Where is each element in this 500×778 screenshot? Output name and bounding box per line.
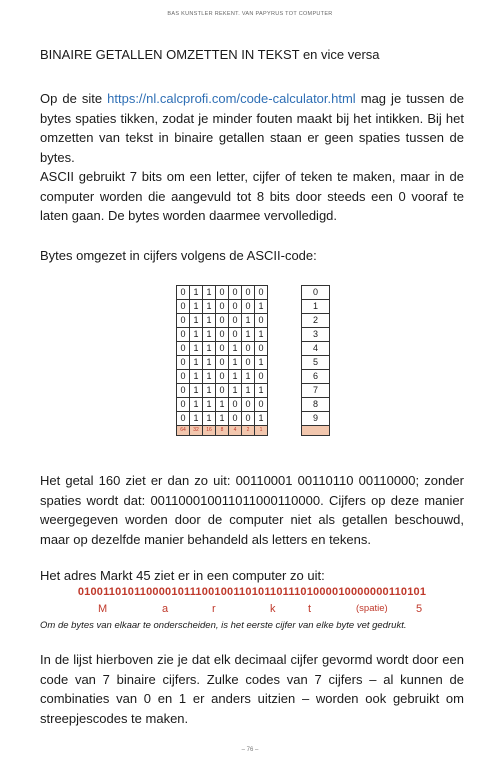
table-row — [302, 398, 330, 412]
bit-cell: 1 — [203, 328, 216, 342]
weight-cell: 1 — [255, 426, 268, 436]
ascii-bit-table — [176, 285, 268, 436]
table-row — [177, 412, 268, 426]
decimal-cell: 2 — [302, 314, 330, 328]
decimal-cell: 9 — [302, 412, 330, 426]
bit-cell: 0 — [216, 314, 229, 328]
bit-cell: 1 — [190, 398, 203, 412]
bit-cell: 1 — [190, 286, 203, 300]
bit-cell: 1 — [203, 300, 216, 314]
weight-cell: 32 — [190, 426, 203, 436]
decimal-cell: 7 — [302, 384, 330, 398]
running-header: BAS KUNSTLER REKENT. VAN PAPYRUS TOT COMPUTER — [167, 11, 333, 17]
table-row — [302, 286, 330, 300]
decimal-cell: 0 — [302, 286, 330, 300]
bit-cell: 0 — [177, 398, 190, 412]
weight-cell: 4 — [229, 426, 242, 436]
table-row — [177, 300, 268, 314]
blank-row — [302, 426, 330, 436]
table-row — [302, 412, 330, 426]
bit-cell: 1 — [190, 370, 203, 384]
bit-cell: 0 — [255, 370, 268, 384]
decimal-column — [301, 285, 330, 436]
bit-cell: 0 — [255, 398, 268, 412]
bit-cell: 1 — [229, 384, 242, 398]
bit-cell: 1 — [229, 342, 242, 356]
blank-cell — [302, 426, 330, 436]
bit-cell: 1 — [242, 314, 255, 328]
bit-cell: 1 — [203, 314, 216, 328]
table-row — [177, 286, 268, 300]
bit-cell: 0 — [242, 356, 255, 370]
letter-label: 5 — [416, 603, 423, 615]
bit-cell: 1 — [255, 412, 268, 426]
bit-cell: 1 — [242, 384, 255, 398]
para1-after: mag je tussen de bytes spaties tikken, zodat je minder fouten maakt bij het intikken. Bij het omzetten van tekst in binaire getallen staan er geen spaties tussen de bytes. — [40, 91, 464, 165]
bit-cell: 0 — [216, 370, 229, 384]
bit-cell: 1 — [190, 328, 203, 342]
table-row — [302, 342, 330, 356]
paragraph-table-intro: Bytes omgezet in cijfers volgens de ASCII-code: — [40, 248, 317, 263]
decimal-cell: 1 — [302, 300, 330, 314]
para1-before: Op de site — [40, 91, 108, 106]
bit-cell: 0 — [177, 328, 190, 342]
bit-cell: 1 — [190, 412, 203, 426]
table-row — [177, 370, 268, 384]
decimal-cell: 3 — [302, 328, 330, 342]
decimal-cell: 6 — [302, 370, 330, 384]
letter-label: a — [162, 603, 169, 615]
bit-cell: 1 — [190, 342, 203, 356]
table-row — [177, 398, 268, 412]
table-row — [302, 300, 330, 314]
bit-cell: 0 — [229, 300, 242, 314]
bit-cell: 0 — [255, 314, 268, 328]
table-row — [302, 384, 330, 398]
bit-cell: 0 — [177, 384, 190, 398]
decimal-cell: 4 — [302, 342, 330, 356]
paragraph-160: Het getal 160 ziet er dan zo uit: 00110001 00110110 00110000; zonder spaties wordt dat: 001100010011011000110000. Cijfers op deze manier weergegeven worden door de computer niet als getallen beschouwd, maar op dezelfde manier behandeld als letters en tekens. — [40, 473, 464, 547]
page-number: – 76 – — [241, 747, 259, 753]
bit-cell: 0 — [177, 342, 190, 356]
bit-cell: 1 — [203, 286, 216, 300]
bit-cell: 1 — [203, 370, 216, 384]
letter-label: t — [308, 603, 312, 615]
para1-ascii: ASCII gebruikt 7 bits om een letter, cijfer of teken te maken, maar in de computer worden die aangevuld tot 8 bits door steeds een 0 vooraf te laten gaan. De bytes worden daarmee vervolledigd. — [40, 169, 464, 223]
section-title: BINAIRE GETALLEN OMZETTEN IN TEKST en vice versa — [40, 47, 380, 62]
table-row — [177, 384, 268, 398]
bit-cell: 0 — [242, 398, 255, 412]
bit-cell: 0 — [229, 286, 242, 300]
binary-code: 01001101011000010111001001101011011101000010000000110101 — [77, 586, 427, 598]
table-row — [177, 356, 268, 370]
bit-cell: 1 — [190, 300, 203, 314]
table-row — [177, 342, 268, 356]
bit-cell: 1 — [242, 370, 255, 384]
bit-cell: 0 — [216, 286, 229, 300]
letter-label: M — [98, 603, 108, 615]
letter-label: r — [212, 603, 216, 615]
table-row — [177, 314, 268, 328]
paragraph-barcodes: In de lijst hierboven zie je dat elk decimaal cijfer gevormd wordt door een code van 7 binaire cijfers. Zulke codes van 7 cijfers – al kunnen de combinaties van 0 en 1 er anders uitzien – worden ook gebruikt om streepjescodes te maken. — [40, 652, 464, 726]
bit-cell: 1 — [255, 356, 268, 370]
bit-cell: 0 — [177, 356, 190, 370]
bit-cell: 1 — [216, 398, 229, 412]
letter-label: (spatie) — [356, 603, 388, 614]
paragraph-address: Het adres Markt 45 ziet er in een computer zo uit: — [40, 568, 325, 583]
table-row — [302, 328, 330, 342]
bit-cell: 1 — [216, 412, 229, 426]
paragraph-intro — [40, 89, 464, 226]
bit-cell: 0 — [229, 398, 242, 412]
bit-cell: 1 — [255, 300, 268, 314]
bit-cell: 0 — [242, 342, 255, 356]
bit-cell: 0 — [242, 412, 255, 426]
bit-cell: 1 — [229, 370, 242, 384]
bit-cell: 1 — [203, 342, 216, 356]
weights-row — [177, 426, 268, 436]
bit-cell: 0 — [229, 314, 242, 328]
bit-cell: 1 — [190, 356, 203, 370]
bit-cell: 0 — [216, 328, 229, 342]
bit-cell: 1 — [203, 398, 216, 412]
table-row — [302, 356, 330, 370]
weight-cell: 2 — [242, 426, 255, 436]
bit-cell: 0 — [255, 286, 268, 300]
bit-cell: 1 — [190, 384, 203, 398]
table-row — [302, 314, 330, 328]
bit-cell: 0 — [216, 356, 229, 370]
bit-cell: 0 — [242, 286, 255, 300]
bit-cell: 0 — [177, 300, 190, 314]
bit-cell: 0 — [229, 412, 242, 426]
decimal-cell: 8 — [302, 398, 330, 412]
bit-cell: 1 — [203, 384, 216, 398]
bits-grid — [176, 285, 268, 436]
bit-cell: 1 — [255, 328, 268, 342]
bit-cell: 1 — [190, 314, 203, 328]
bit-cell: 0 — [177, 370, 190, 384]
calculator-link[interactable]: https://nl.calcprofi.com/code-calculator.html — [107, 91, 356, 106]
bit-cell: 0 — [216, 342, 229, 356]
weight-cell: 8 — [216, 426, 229, 436]
bit-cell: 1 — [255, 384, 268, 398]
bit-cell: 0 — [216, 300, 229, 314]
bit-cell: 1 — [242, 328, 255, 342]
bit-cell: 0 — [229, 328, 242, 342]
table-row — [177, 328, 268, 342]
bit-cell: 0 — [177, 412, 190, 426]
decimal-cell: 5 — [302, 356, 330, 370]
bit-cell: 0 — [242, 300, 255, 314]
table-row — [302, 370, 330, 384]
bit-cell: 1 — [203, 356, 216, 370]
bit-cell: 1 — [203, 412, 216, 426]
bit-cell: 1 — [229, 356, 242, 370]
bit-cell: 0 — [177, 286, 190, 300]
bit-cell: 0 — [216, 384, 229, 398]
letter-label: k — [270, 603, 276, 615]
weight-cell: 64 — [177, 426, 190, 436]
bit-cell: 0 — [177, 314, 190, 328]
bit-cell: 0 — [255, 342, 268, 356]
bold-bit-note: Om de bytes van elkaar te onderscheiden, is het eerste cijfer van elke byte vet gedrukt. — [40, 620, 407, 631]
weight-cell: 16 — [203, 426, 216, 436]
